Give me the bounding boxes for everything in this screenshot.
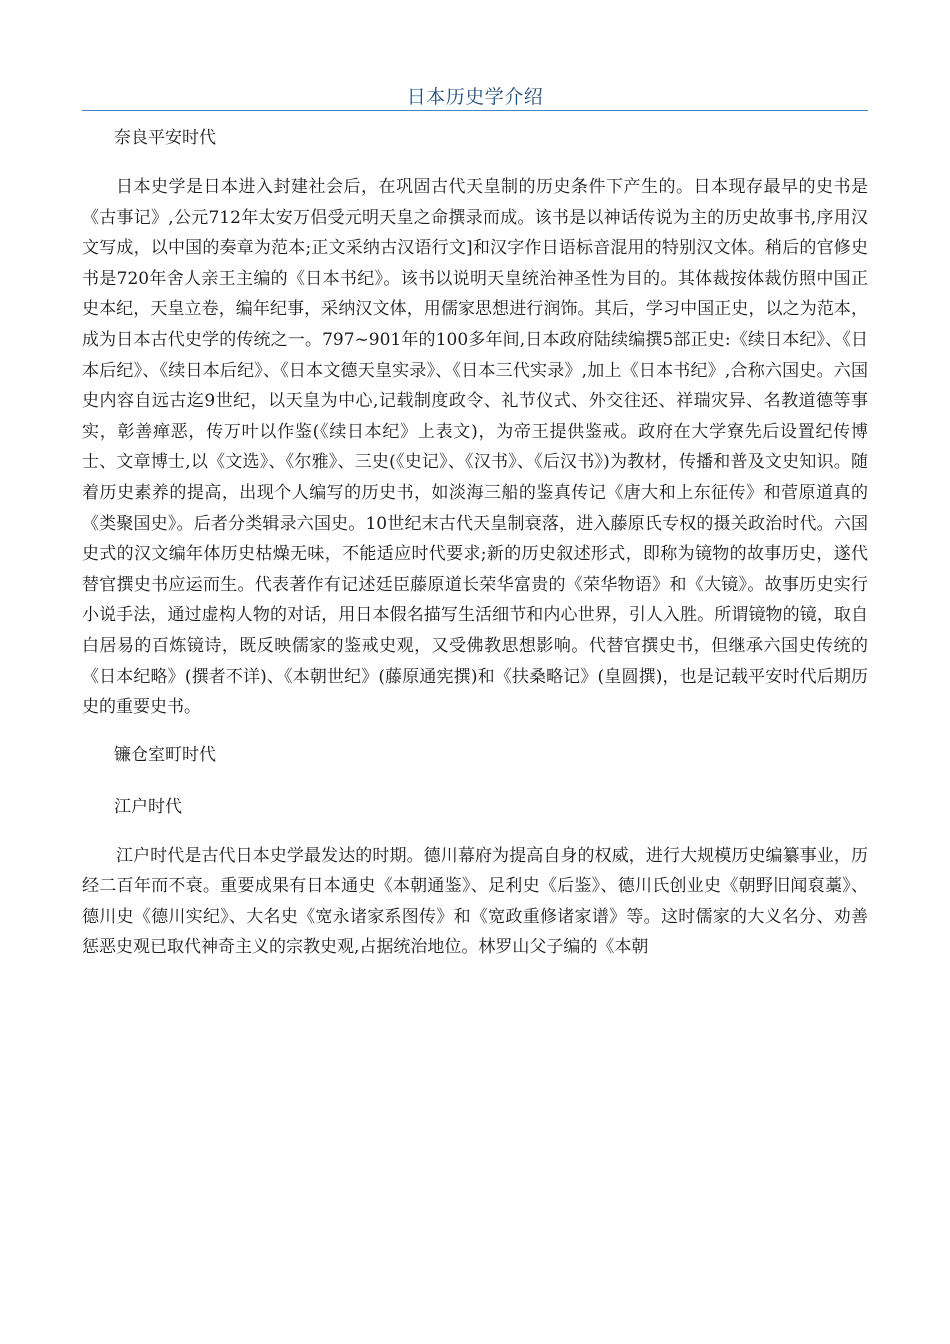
section-paragraph-edo: 江户时代是古代日本史学最发达的时期。德川幕府为提高自身的权威，进行大规模历史编纂事业，历经二百年而不衰。重要成果有日本通史《本朝通鉴》、足利史《后鉴》、德川氏创业史《朝野旧闻裒藁》、德川史《德川实纪》、大名史《宽永诸家系图传》和《宽政重修诸家谱》等。这时儒家的大义名分、劝善惩恶史观已取代神奇主义的宗教史观,占据统治地位。林罗山父子编的《本朝 (82, 845, 868, 958)
section-heading-kamakura-muromachi: 镰仓室町时代 (114, 744, 216, 765)
page-header (82, 76, 868, 111)
section-heading-edo: 江户时代 (114, 796, 182, 817)
document-title: 日本历史学介绍 (406, 86, 544, 108)
section-heading-nara-heian: 奈良平安时代 (114, 128, 216, 148)
document-body (82, 118, 868, 963)
section-paragraph-nara-heian: 日本史学是日本进入封建社会后，在巩固古代天皇制的历史条件下产生的。日本现存最早的史书是《古事记》,公元712年太安万侣受元明天皇之命撰录而成。该书是以神话传说为主的历史故事书,序用汉文写成，以中国的奏章为范本;正文采纳古汉语行文]和汉字作日语标音混用的特别汉文体。稍后的官修史书是720年舍人亲王主编的《日本书纪》。该书以说明天皇统治神圣性为目的。其体裁按体裁仿照中国正史本纪，天皇立卷，编年纪事，采纳汉文体，用儒家思想进行润饰。其后，学习中国正史，以之为范本，成为日本古代史学的传统之一。797~901年的100多年间,日本政府陆续编撰5部正史:《续日本纪》、《日本后纪》、《续日本后纪》、《日本文德天皇实录》、《日本三代实录》,加上《日本书纪》,合称六国史。六国史内容自远古迄9世纪，以天皇为中心,记载制度政令、礼节仪式、外交往还、祥瑞灾异、名教道德等事实，彰善瘅恶，传万叶以作鉴(《续日本纪》上表文)，为帝王提供鉴戒。政府在大学寮先后设置纪传博士、文章博士,以《文选》、《尔雅》、三史(《史记》、《汉书》、《后汉书》)为教材，传播和普及文史知识。随着历史素养的提高，出现个人编写的历史书，如淡海三船的鉴真传记《唐大和上东征传》和菅原道真的《类聚国史》。后者分类辑录六国史。10世纪末古代天皇制衰落，进入藤原氏专权的摄关政治时代。六国史式的汉文编年体历史枯燥无味，不能适应时代要求;新的历史叙述形式，即称为镜物的故事历史，遂代替官撰史书应运而生。代表著作有记述廷臣藤原道长荣华富贵的《荣华物语》和《大镜》。故事历史实行小说手法，通过虚构人物的对话，用日本假名描写生活细节和内心世界，引人入胜。所谓镜物的镜，取自白居易的百炼镜诗，既反映儒家的鉴戒史观，又受佛教思想影响。代替官撰史书，但继承六国史传统的《日本纪略》(撰者不详)、《本朝世纪》(藤原通宪撰)和《扶桑略记》(皇圆撰)，也是记载平安时代后期历史的重要史书。 (82, 177, 868, 718)
